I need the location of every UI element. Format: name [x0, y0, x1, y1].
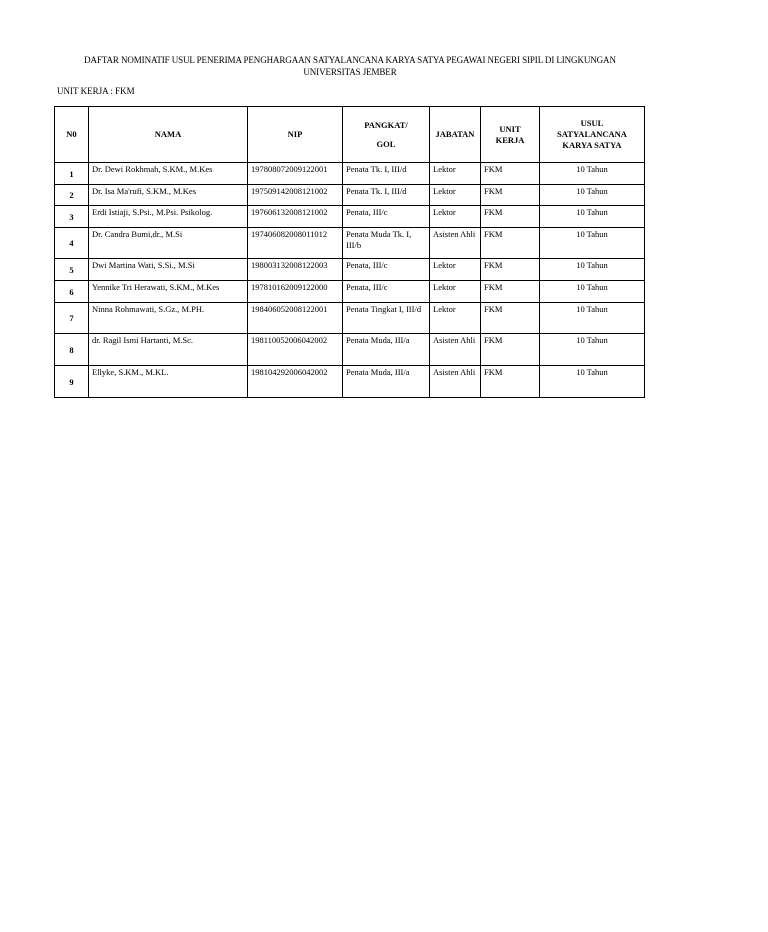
- cell-nama: dr. Ragil Ismi Hartanti, M.Sc.: [89, 334, 248, 366]
- header-nama: NAMA: [89, 107, 248, 163]
- cell-usul: 10 Tahun: [540, 281, 645, 303]
- cell-nama: Dr. Isa Ma'rufi, S.KM., M.Kes: [89, 185, 248, 206]
- header-unit-line2: KERJA: [495, 134, 525, 145]
- cell-jabatan: Asisten Ahli: [430, 228, 481, 259]
- cell-unit: FKM: [481, 163, 540, 185]
- table-row: [55, 163, 645, 185]
- cell-nip: 197509142008121002: [248, 185, 343, 206]
- cell-unit: FKM: [481, 366, 540, 398]
- cell-unit: FKM: [481, 185, 540, 206]
- cell-no: 8: [55, 334, 89, 366]
- header-nip: NIP: [248, 107, 343, 163]
- cell-nip: 198406052008122001: [248, 303, 343, 334]
- cell-no: 6: [55, 281, 89, 303]
- cell-unit: FKM: [481, 334, 540, 366]
- cell-jabatan: Asisten Ahli: [430, 366, 481, 398]
- unit-kerja-label: UNIT KERJA : FKM: [57, 86, 135, 96]
- cell-usul: 10 Tahun: [540, 228, 645, 259]
- cell-jabatan: Asisten Ahli: [430, 334, 481, 366]
- cell-no: 1: [55, 163, 89, 185]
- cell-nama: Erdi Istiaji, S.Psi., M.Psi. Psikolog.: [89, 206, 248, 228]
- header-pangkat: [343, 107, 430, 163]
- table-row: [55, 185, 645, 206]
- cell-pangkat: Penata Muda, III/a: [343, 334, 430, 366]
- cell-no: 3: [55, 206, 89, 228]
- cell-no: 4: [55, 228, 89, 259]
- cell-pangkat: Penata, III/c: [343, 259, 430, 281]
- title-line-2: UNIVERSITAS JEMBER: [303, 67, 397, 77]
- cell-pangkat: Penata, III/c: [343, 281, 430, 303]
- cell-unit: FKM: [481, 206, 540, 228]
- table-row: [55, 228, 645, 259]
- document-title: [40, 54, 660, 78]
- cell-jabatan: Lektor: [430, 303, 481, 334]
- cell-usul: 10 Tahun: [540, 206, 645, 228]
- cell-nip: 198104292006042002: [248, 366, 343, 398]
- cell-unit: FKM: [481, 281, 540, 303]
- cell-pangkat: Penata Tk. I, III/d: [343, 185, 430, 206]
- table-row: [55, 259, 645, 281]
- cell-no: 5: [55, 259, 89, 281]
- table-row: [55, 206, 645, 228]
- header-usul: [540, 107, 645, 163]
- cell-jabatan: Lektor: [430, 281, 481, 303]
- title-line-1: DAFTAR NOMINATIF USUL PENERIMA PENGHARGAAN SATYALANCANA KARYA SATYA PEGAWAI NEGERI SIPIL DI LINGKUNGAN: [84, 55, 616, 65]
- cell-pangkat: Penata, III/c: [343, 206, 430, 228]
- cell-unit: FKM: [481, 259, 540, 281]
- cell-no: 7: [55, 303, 89, 334]
- cell-usul: 10 Tahun: [540, 259, 645, 281]
- cell-nip: 197810162009122000: [248, 281, 343, 303]
- table-row: [55, 303, 645, 334]
- table-row: [55, 334, 645, 366]
- cell-nama: Yennike Tri Herawati, S.KM., M.Kes: [89, 281, 248, 303]
- cell-pangkat: Penata Muda Tk. I, III/b: [343, 228, 430, 259]
- cell-jabatan: Lektor: [430, 206, 481, 228]
- header-usul-line3: KARYA SATYA: [562, 140, 622, 150]
- cell-no: 9: [55, 366, 89, 398]
- cell-nama: Ninna Rohmawati, S.Gz., M.PH.: [89, 303, 248, 334]
- table-header-row: [55, 107, 645, 163]
- cell-jabatan: Lektor: [430, 185, 481, 206]
- cell-usul: 10 Tahun: [540, 163, 645, 185]
- header-usul-line1: USUL: [580, 118, 604, 128]
- cell-nip: 198110052006042002: [248, 334, 343, 366]
- cell-nama: Dwi Martina Wati, S.Si., M.Si: [89, 259, 248, 281]
- header-unit-line1: UNIT: [499, 123, 521, 134]
- table-row: [55, 281, 645, 303]
- cell-unit: FKM: [481, 228, 540, 259]
- cell-nama: Dr. Candra Bumi,dr., M.Si: [89, 228, 248, 259]
- cell-usul: 10 Tahun: [540, 185, 645, 206]
- cell-nama: Ellyke, S.KM., M.KL.: [89, 366, 248, 398]
- cell-nip: 197406082008011012: [248, 228, 343, 259]
- header-pangkat-line1: PANGKAT/: [364, 119, 408, 130]
- header-usul-line2: SATYALANCANA: [557, 129, 627, 139]
- cell-usul: 10 Tahun: [540, 303, 645, 334]
- cell-usul: 10 Tahun: [540, 366, 645, 398]
- table-row: [55, 366, 645, 398]
- cell-usul: 10 Tahun: [540, 334, 645, 366]
- cell-unit: FKM: [481, 303, 540, 334]
- cell-jabatan: Lektor: [430, 163, 481, 185]
- cell-nama: Dr. Dewi Rokhmah, S.KM., M.Kes: [89, 163, 248, 185]
- nominative-table: [54, 106, 645, 398]
- header-no: N0: [55, 107, 89, 163]
- cell-jabatan: Lektor: [430, 259, 481, 281]
- cell-pangkat: Penata Muda, III/a: [343, 366, 430, 398]
- cell-no: 2: [55, 185, 89, 206]
- cell-nip: 198003132008122003: [248, 259, 343, 281]
- cell-pangkat: Penata Tingkat I, III/d: [343, 303, 430, 334]
- cell-pangkat: Penata Tk. I, III/d: [343, 163, 430, 185]
- cell-nip: 197808072009122001: [248, 163, 343, 185]
- cell-nip: 197606132008121002: [248, 206, 343, 228]
- header-jabatan: JABATAN: [430, 107, 481, 163]
- header-pangkat-line2: GOL: [376, 138, 396, 149]
- header-unit-kerja: [481, 107, 540, 163]
